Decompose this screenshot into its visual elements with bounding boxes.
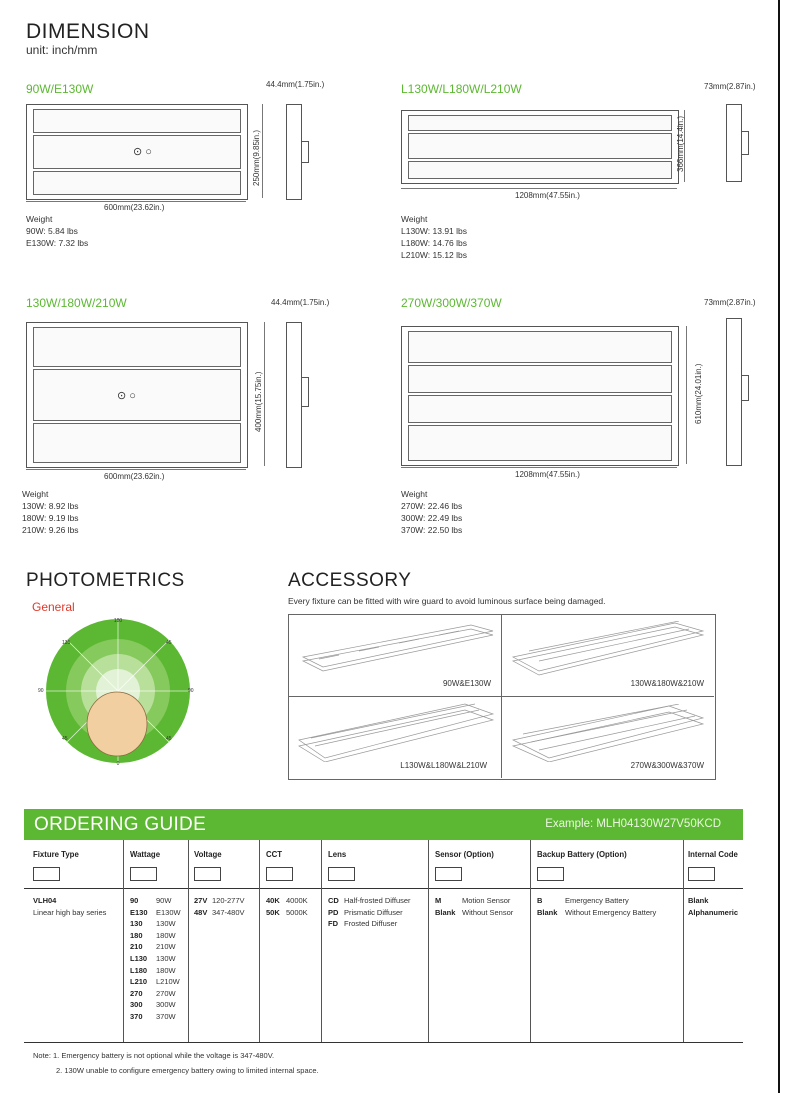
voltage-row: 27V 120-277V bbox=[194, 896, 245, 905]
sensor-row: Blank Without Sensor bbox=[435, 907, 514, 917]
angle-top: 180 bbox=[113, 618, 123, 624]
wattage-row: 270 270W bbox=[130, 988, 176, 998]
panel-130w-front-view bbox=[26, 322, 248, 468]
angle-lr: 45 bbox=[166, 736, 172, 742]
col-header-fixture: Fixture Type bbox=[33, 850, 79, 859]
ordering-guide-header bbox=[24, 809, 743, 840]
panel-130w-weights: Weight 130W: 8.92 lbs 180W: 9.19 lbs 210W: 9.26 lbs bbox=[22, 489, 79, 535]
wattage-row: L210 L210W bbox=[130, 977, 180, 987]
wire-guard-image bbox=[299, 623, 495, 673]
code-box-internal bbox=[688, 867, 715, 881]
angle-ul: 135 bbox=[62, 640, 71, 646]
panel-130w-depth: 44.4mm(1.75in.) bbox=[271, 298, 330, 307]
panel-90w-side-view bbox=[286, 104, 302, 200]
panel-130w-height: 400mm(15.75in.) bbox=[254, 371, 263, 432]
angle-right: 90 bbox=[188, 688, 194, 694]
sensor-icon: ⊙ ○ bbox=[117, 390, 136, 402]
photometrics-title: PHOTOMETRICS bbox=[26, 570, 185, 591]
wire-guard-image bbox=[509, 704, 707, 762]
angle-ll: 45 bbox=[62, 736, 68, 742]
wattage-row: 130 130W bbox=[130, 919, 176, 929]
col-header-internal: Internal Code bbox=[688, 850, 738, 859]
sensor-column bbox=[435, 895, 513, 918]
battery-row: B Emergency Battery bbox=[537, 896, 629, 905]
code-box-lens bbox=[328, 867, 355, 881]
wire-guard-image bbox=[295, 702, 495, 762]
accessory-grid bbox=[288, 614, 716, 780]
col-header-lens: Lens bbox=[328, 850, 347, 859]
ordering-guide-title: ORDERING GUIDE bbox=[34, 814, 207, 835]
wattage-row: 300 300W bbox=[130, 1000, 176, 1010]
photometric-diagram bbox=[36, 614, 206, 770]
accessory-cell-3 bbox=[289, 696, 502, 778]
panel-l130w-depth: 73mm(2.87in.) bbox=[704, 82, 756, 91]
panel-90w-width: 600mm(23.62in.) bbox=[104, 203, 165, 212]
lens-column bbox=[328, 895, 411, 930]
internal-row: Blank bbox=[688, 896, 709, 905]
dimension-unit: unit: inch/mm bbox=[26, 43, 98, 57]
dimension-title: DIMENSION bbox=[26, 20, 150, 43]
panel-l130w-side-view bbox=[726, 104, 742, 182]
accessory-cell-4 bbox=[501, 696, 714, 778]
code-box-sensor bbox=[435, 867, 462, 881]
fixture-column bbox=[33, 895, 106, 918]
cct-row: 40K 4000K bbox=[266, 896, 308, 905]
accessory-label-1: 90W&E130W bbox=[442, 679, 491, 688]
wattage-row: L130 130W bbox=[130, 953, 176, 963]
panel-90w-front-view bbox=[26, 104, 248, 200]
panel-270w-title: 270W/300W/370W bbox=[401, 296, 502, 310]
note-1: Note: 1. Emergency battery is not optional while the voltage is 347-480V. bbox=[33, 1051, 275, 1060]
wattage-row: L180 180W bbox=[130, 965, 176, 975]
panel-270w-depth: 73mm(2.87in.) bbox=[704, 298, 756, 307]
code-box-fixture bbox=[33, 867, 60, 881]
code-box-wattage bbox=[130, 867, 157, 881]
col-header-sensor: Sensor (Option) bbox=[435, 850, 494, 859]
lens-row: FD Frosted Diffuser bbox=[328, 919, 398, 929]
internal-row: Alphanumeric bbox=[688, 907, 739, 917]
code-box-voltage bbox=[194, 867, 221, 881]
panel-270w-height: 610mm(24.01in.) bbox=[694, 363, 703, 424]
accessory-label-4: 270W&300W&370W bbox=[630, 761, 704, 770]
wattage-row: 90 90W bbox=[130, 896, 172, 905]
accessory-cell-1 bbox=[289, 615, 502, 697]
panel-270w-weights: Weight 270W: 22.46 lbs 300W: 22.49 lbs 370W: 22.50 lbs bbox=[401, 489, 463, 535]
ordering-example: Example: MLH04130W27V50KCD bbox=[545, 818, 721, 830]
panel-90w-depth: 44.4mm(1.75in.) bbox=[266, 80, 325, 89]
panel-90w-weights: Weight 90W: 5.84 lbs E130W: 7.32 lbs bbox=[26, 214, 89, 248]
wattage-row: 180 180W bbox=[130, 930, 176, 940]
panel-130w-title: 130W/180W/210W bbox=[26, 296, 127, 310]
panel-l130w-height: 366mm(14.4in.) bbox=[676, 115, 685, 172]
panel-130w-width: 600mm(23.62in.) bbox=[104, 472, 165, 481]
panel-90w-title: 90W/E130W bbox=[26, 82, 94, 96]
angle-bottom: 0 bbox=[116, 761, 120, 767]
internal-column bbox=[688, 895, 738, 918]
panel-l130w-front-view bbox=[401, 110, 679, 184]
fixture-code: VLH04 bbox=[33, 896, 57, 905]
angle-ur: 45 bbox=[166, 640, 172, 646]
code-box-battery bbox=[537, 867, 564, 881]
col-header-voltage: Voltage bbox=[194, 850, 222, 859]
wire-guard-image bbox=[509, 621, 707, 677]
col-header-battery: Backup Battery (Option) bbox=[537, 850, 627, 859]
panel-270w-front-view bbox=[401, 326, 679, 466]
photometric-beam bbox=[87, 692, 147, 756]
sensor-row: M Motion Sensor bbox=[435, 896, 511, 905]
wattage-row: 370 370W bbox=[130, 1011, 176, 1021]
battery-column bbox=[537, 895, 656, 918]
sensor-icon: ⊙ ○ bbox=[133, 146, 152, 158]
wattage-column bbox=[130, 895, 188, 1023]
page-right-border bbox=[778, 0, 780, 1093]
accessory-description: Every fixture can be fitted with wire guard to avoid luminous surface being damaged. bbox=[288, 596, 606, 606]
lens-row: PD Prismatic Diffuser bbox=[328, 907, 403, 917]
panel-270w-width: 1208mm(47.55in.) bbox=[515, 470, 580, 479]
panel-l130w-title: L130W/L180W/L210W bbox=[401, 82, 522, 96]
wattage-row: 210 210W bbox=[130, 942, 176, 952]
voltage-row: 48V 347-480V bbox=[194, 907, 245, 917]
battery-row: Blank Without Emergency Battery bbox=[537, 907, 657, 917]
note-2: 2. 130W unable to configure emergency battery owing to limited internal space. bbox=[56, 1066, 319, 1075]
accessory-label-3: L130W&L180W&L210W bbox=[400, 761, 487, 770]
photometrics-label: General bbox=[32, 600, 75, 614]
panel-90w-height: 250mm(9.85in.) bbox=[252, 129, 261, 186]
cct-column bbox=[266, 895, 308, 918]
accessory-label-2: 130W&180W&210W bbox=[630, 679, 704, 688]
angle-left: 90 bbox=[38, 688, 44, 694]
cct-row: 50K 5000K bbox=[266, 907, 308, 917]
panel-l130w-width: 1208mm(47.55in.) bbox=[515, 191, 580, 200]
accessory-cell-2 bbox=[501, 615, 714, 697]
accessory-title: ACCESSORY bbox=[288, 570, 412, 591]
code-box-cct bbox=[266, 867, 293, 881]
panel-l130w-weights: Weight L130W: 13.91 lbs L180W: 14.76 lbs L210W: 15.12 lbs bbox=[401, 214, 467, 260]
fixture-desc: Linear high bay series bbox=[33, 907, 107, 917]
col-header-cct: CCT bbox=[266, 850, 283, 859]
wattage-row: E130 E130W bbox=[130, 907, 181, 917]
lens-row: CD Half-frosted Diffuser bbox=[328, 896, 411, 905]
panel-270w-side-view bbox=[726, 318, 742, 466]
panel-130w-side-view bbox=[286, 322, 302, 468]
col-header-wattage: Wattage bbox=[130, 850, 161, 859]
voltage-column bbox=[194, 895, 245, 918]
